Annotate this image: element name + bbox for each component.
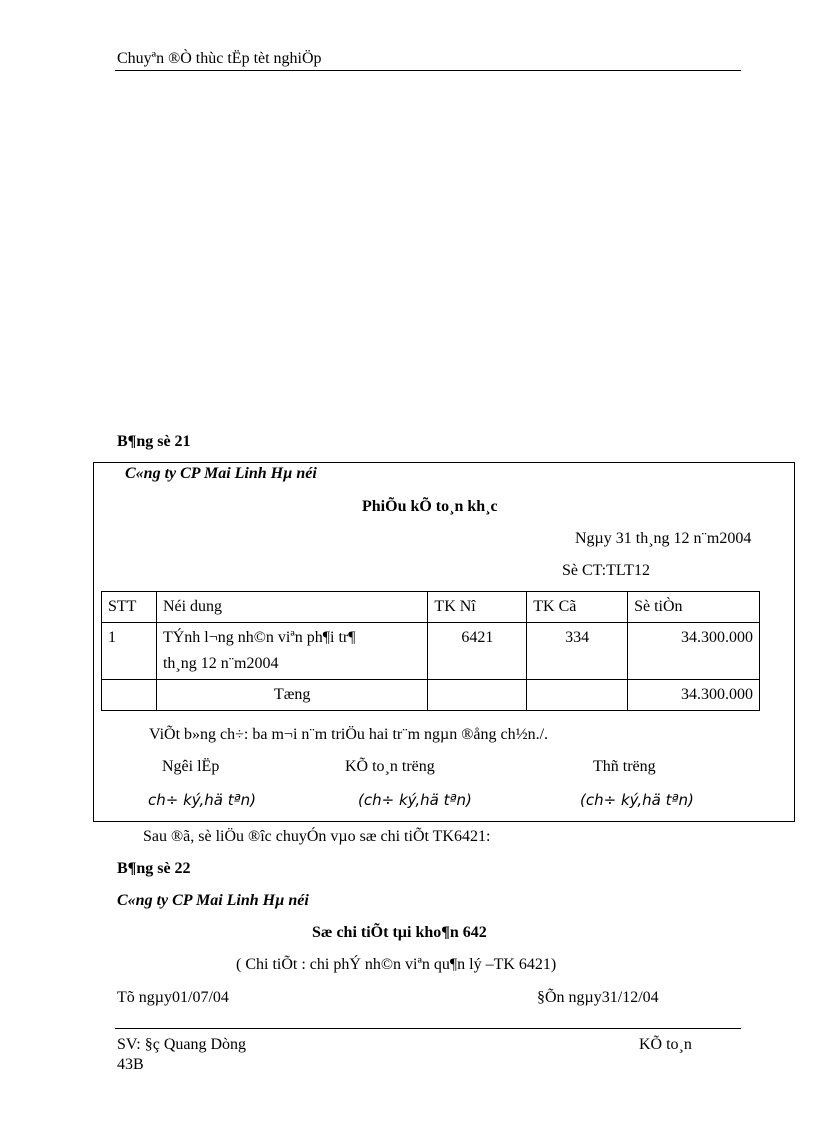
row-content-line1: TÝnh l¬ng nh©n viªn ph¶i tr¶ (162, 629, 356, 646)
signer-chief-accountant-note: (ch÷ ký,hä tªn) (358, 791, 472, 809)
footer-class-code: 43B (117, 1056, 144, 1073)
row-stt: 1 (102, 623, 157, 680)
ledger-to-date: §Õn ngµy31/12/04 (537, 989, 659, 1006)
col-header-credit: TK Cã (527, 592, 628, 623)
footer-rule (115, 1028, 741, 1029)
slip-date: Ngµy 31 th¸ng 12 n¨m2004 (575, 530, 752, 547)
signer-chief-accountant: KÕ to¸n trëng (345, 758, 435, 775)
table-row (102, 623, 760, 680)
row-content-line2: th¸ng 12 n¨m2004 (162, 655, 279, 672)
slip-header-row (102, 592, 760, 623)
signer-preparer: Ngêi lËp (162, 758, 220, 775)
signer-director: Thñ trëng (593, 758, 656, 775)
col-header-content: Néi dung (156, 592, 427, 623)
ledger-title: Sæ chi tiÕt tµi kho¶n 642 (312, 924, 487, 941)
col-header-stt: STT (102, 592, 157, 623)
row-credit: 334 (527, 623, 628, 680)
footer-department: KÕ to¸n (639, 1036, 692, 1053)
transfer-note: Sau ®ã, sè liÖu ®îc chuyÓn vµo sæ chi tiÕt TK6421: (143, 828, 491, 845)
signer-director-note: (ch÷ ký,hä tªn) (580, 791, 694, 809)
col-header-debit: TK Nî (428, 592, 527, 623)
signer-preparer-note: ch÷ ký,hä tªn) (148, 791, 257, 809)
slip-table (101, 591, 760, 711)
total-amount: 34.300.000 (628, 680, 760, 711)
table22-caption: B¶ng sè 22 (117, 860, 191, 877)
header-rule (115, 70, 741, 71)
table21-company: C«ng ty CP Mai Linh Hµ néi (125, 465, 317, 482)
col-header-amount: Sè tiÒn (628, 592, 760, 623)
total-row (102, 680, 760, 711)
row-debit: 6421 (428, 623, 527, 680)
amount-in-words: ViÕt b»ng ch÷: ba m¬i n¨m triÖu hai tr¨m ngµn ®ång ch½n./. (149, 726, 549, 743)
page-header-title: Chuyªn ®Ò thùc tËp tèt nghiÖp (117, 50, 322, 67)
total-label: Tæng (156, 680, 427, 711)
table22-company: C«ng ty CP Mai Linh Hµ néi (117, 892, 309, 909)
slip-title: PhiÕu kÕ to¸n kh¸c (362, 498, 498, 515)
table21-caption: B¶ng sè 21 (117, 433, 191, 450)
row-amount: 34.300.000 (628, 623, 760, 680)
footer-student: SV: §ç Quang Dòng (117, 1036, 247, 1053)
row-content (156, 623, 427, 680)
ledger-detail: ( Chi tiÕt : chi phÝ nh©n viªn qu¶n lý –TK 6421) (236, 956, 557, 973)
slip-doc-no: Sè CT:TLT12 (562, 562, 650, 579)
ledger-from-date: Tõ ngµy01/07/04 (117, 989, 229, 1006)
